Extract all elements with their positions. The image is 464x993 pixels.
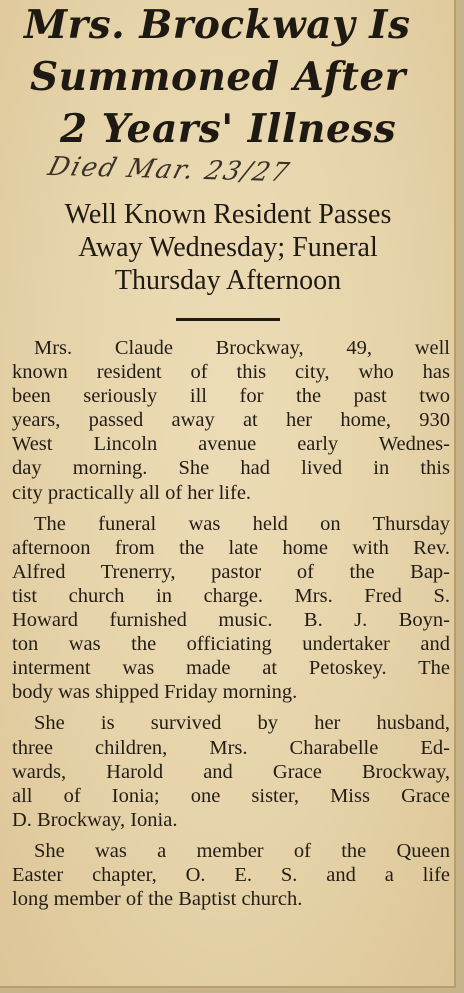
body-line: years, passed away at her home, 930 (12, 409, 450, 432)
body-line: D. Brockway, Ionia. (12, 808, 178, 831)
body-line: ton was the officiating undertaker and (12, 633, 450, 656)
body-line: Easter chapter, O. E. S. and a life (12, 863, 450, 886)
paragraph-4 (12, 839, 450, 911)
body-line: long member of the Baptist church. (12, 888, 303, 911)
body-line: Howard furnished music. B. J. Boyn- (12, 609, 450, 632)
subhead-line-3: Thursday Afternoon (114, 265, 342, 296)
body-line: tist church in charge. Mrs. Fred S. (12, 584, 450, 607)
body-line: three children, Mrs. Charabelle Ed- (12, 736, 450, 759)
handwritten-date-note: Died Mar. 23/27 (44, 151, 294, 189)
body-line: West Lincoln avenue early Wednes- (12, 433, 450, 456)
body-line: all of Ionia; one sister, Miss Grace (12, 784, 450, 807)
headline-line-3: 2 Years' Illness (60, 106, 397, 152)
subhead-line-2: Away Wednesday; Funeral (78, 232, 378, 263)
body-line: been seriously ill for the past two (12, 385, 450, 408)
paragraph-2 (12, 512, 450, 705)
body-line: wards, Harold and Grace Brockway, (12, 760, 450, 783)
body-line: day morning. She had lived in this (12, 457, 450, 480)
body-line: She was a member of the Queen (34, 839, 450, 862)
divider-rule (176, 318, 280, 321)
body-line: Alfred Trenerry, pastor of the Bap- (12, 560, 450, 583)
body-line: The funeral was held on Thursday (34, 512, 450, 535)
paragraph-3 (12, 711, 450, 831)
subhead-line-1: Well Known Resident Passes (64, 199, 392, 230)
body-line: known resident of this city, who has (12, 361, 450, 384)
body-line: afternoon from the late home with Rev. (12, 536, 450, 559)
article-body (12, 336, 450, 911)
body-line: city practically all of her life. (12, 481, 252, 504)
body-line: body was shipped Friday morning. (12, 681, 298, 704)
body-line: She is survived by her husband, (34, 712, 450, 735)
body-line: interment was made at Petoskey. The (12, 657, 450, 680)
headline-line-2: Summoned After (30, 54, 406, 100)
headline-line-1: Mrs. Brockway Is (24, 2, 411, 48)
paragraph-1 (12, 336, 450, 505)
body-line: Mrs. Claude Brockway, 49, well (34, 337, 450, 359)
